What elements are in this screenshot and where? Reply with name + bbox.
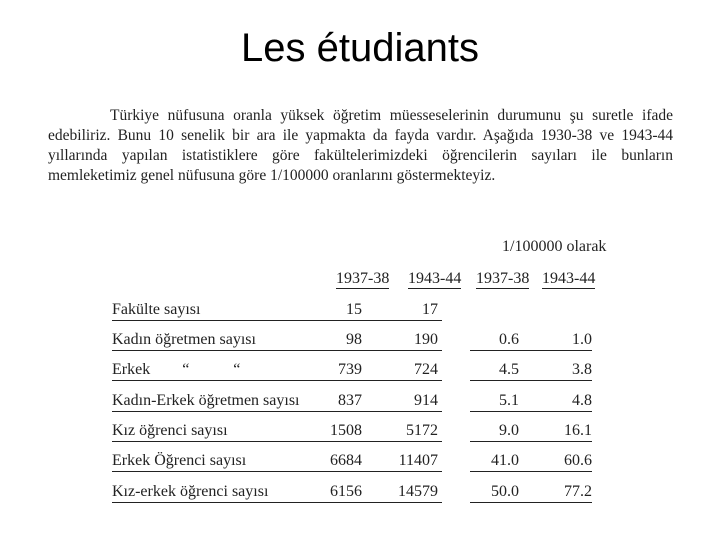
value-1937-38-ratio: 5.1	[499, 392, 519, 409]
value-1937-38-ratio: 4.5	[499, 361, 519, 378]
row-underline-ratio	[470, 411, 592, 412]
row-underline	[112, 320, 442, 321]
row-underline-ratio	[470, 380, 592, 381]
row-label: Kadın-Erkek öğretmen sayısı	[112, 392, 300, 409]
row-label: Kız öğrenci sayısı	[112, 422, 228, 439]
value-1937-38-ratio: 0.6	[499, 331, 519, 348]
table-row	[0, 301, 720, 323]
header-1937-38-ratio: 1937-38	[476, 270, 530, 287]
value-1943-44-count: 5172	[406, 422, 438, 439]
row-underline	[112, 441, 442, 442]
value-1943-44-ratio: 4.8	[572, 392, 592, 409]
header-1943-44-ratio: 1943-44	[542, 270, 596, 287]
row-underline	[112, 350, 442, 351]
value-1937-38-count: 837	[338, 392, 362, 409]
row-underline	[112, 471, 442, 472]
table-row	[0, 483, 720, 505]
value-1937-38-count: 1508	[330, 422, 362, 439]
value-1943-44-count: 14579	[398, 483, 438, 500]
table-row	[0, 422, 720, 444]
value-1937-38-ratio: 50.0	[491, 483, 519, 500]
row-label: Erkek Öğrenci sayısı	[112, 452, 247, 469]
value-1937-38-count: 6156	[330, 483, 362, 500]
row-label: Erkek “ “	[112, 361, 241, 378]
header-1943-44-count: 1943-44	[408, 270, 462, 287]
row-label: Kız-erkek öğrenci sayısı	[112, 483, 269, 500]
value-1943-44-ratio: 1.0	[572, 331, 592, 348]
value-1937-38-count: 6684	[330, 452, 362, 469]
row-underline-ratio	[470, 441, 592, 442]
row-underline-ratio	[470, 471, 592, 472]
value-1943-44-count: 914	[414, 392, 438, 409]
table-row	[0, 331, 720, 353]
table-row	[0, 361, 720, 383]
row-label: Fakülte sayısı	[112, 301, 201, 318]
row-label: Kadın öğretmen sayısı	[112, 331, 256, 348]
value-1943-44-ratio: 16.1	[564, 422, 592, 439]
value-1943-44-ratio: 77.2	[564, 483, 592, 500]
slide-title: Les étudiants	[241, 26, 479, 70]
row-underline	[112, 411, 442, 412]
intro-paragraph	[48, 106, 673, 186]
value-1943-44-ratio: 60.6	[564, 452, 592, 469]
row-underline-ratio	[470, 350, 592, 351]
row-underline	[112, 502, 442, 503]
table-row	[0, 452, 720, 474]
value-1943-44-count: 724	[414, 361, 438, 378]
value-1937-38-count: 98	[346, 331, 362, 348]
row-underline	[112, 380, 442, 381]
row-underline-ratio	[470, 502, 592, 503]
value-1937-38-ratio: 41.0	[491, 452, 519, 469]
paragraph-text: Türkiye nüfusuna oranla yüksek öğretim müesseselerinin durumunu şu suretle ifade edebiliriz. Bunu 10 senelik bir ara ile yapmakta da fayda vardır. Aşağıda 1930-38 ve 1943-44 yıllarında yapılan istatistiklere göre fakültelerimizdeki öğrencilerin sayıları ile bunların memleketimiz genel nüfusuna göre 1/100000 oranlarını göstermekteyiz.	[48, 107, 673, 184]
scale-label: 1/100000 olarak	[502, 238, 607, 255]
value-1937-38-count: 739	[338, 361, 362, 378]
value-1943-44-ratio: 3.8	[572, 361, 592, 378]
value-1937-38-count: 15	[346, 301, 362, 318]
value-1937-38-ratio: 9.0	[499, 422, 519, 439]
value-1943-44-count: 17	[422, 301, 438, 318]
header-1937-38-count: 1937-38	[336, 270, 390, 287]
value-1943-44-count: 11407	[398, 452, 438, 469]
value-1943-44-count: 190	[414, 331, 438, 348]
table-row	[0, 392, 720, 414]
